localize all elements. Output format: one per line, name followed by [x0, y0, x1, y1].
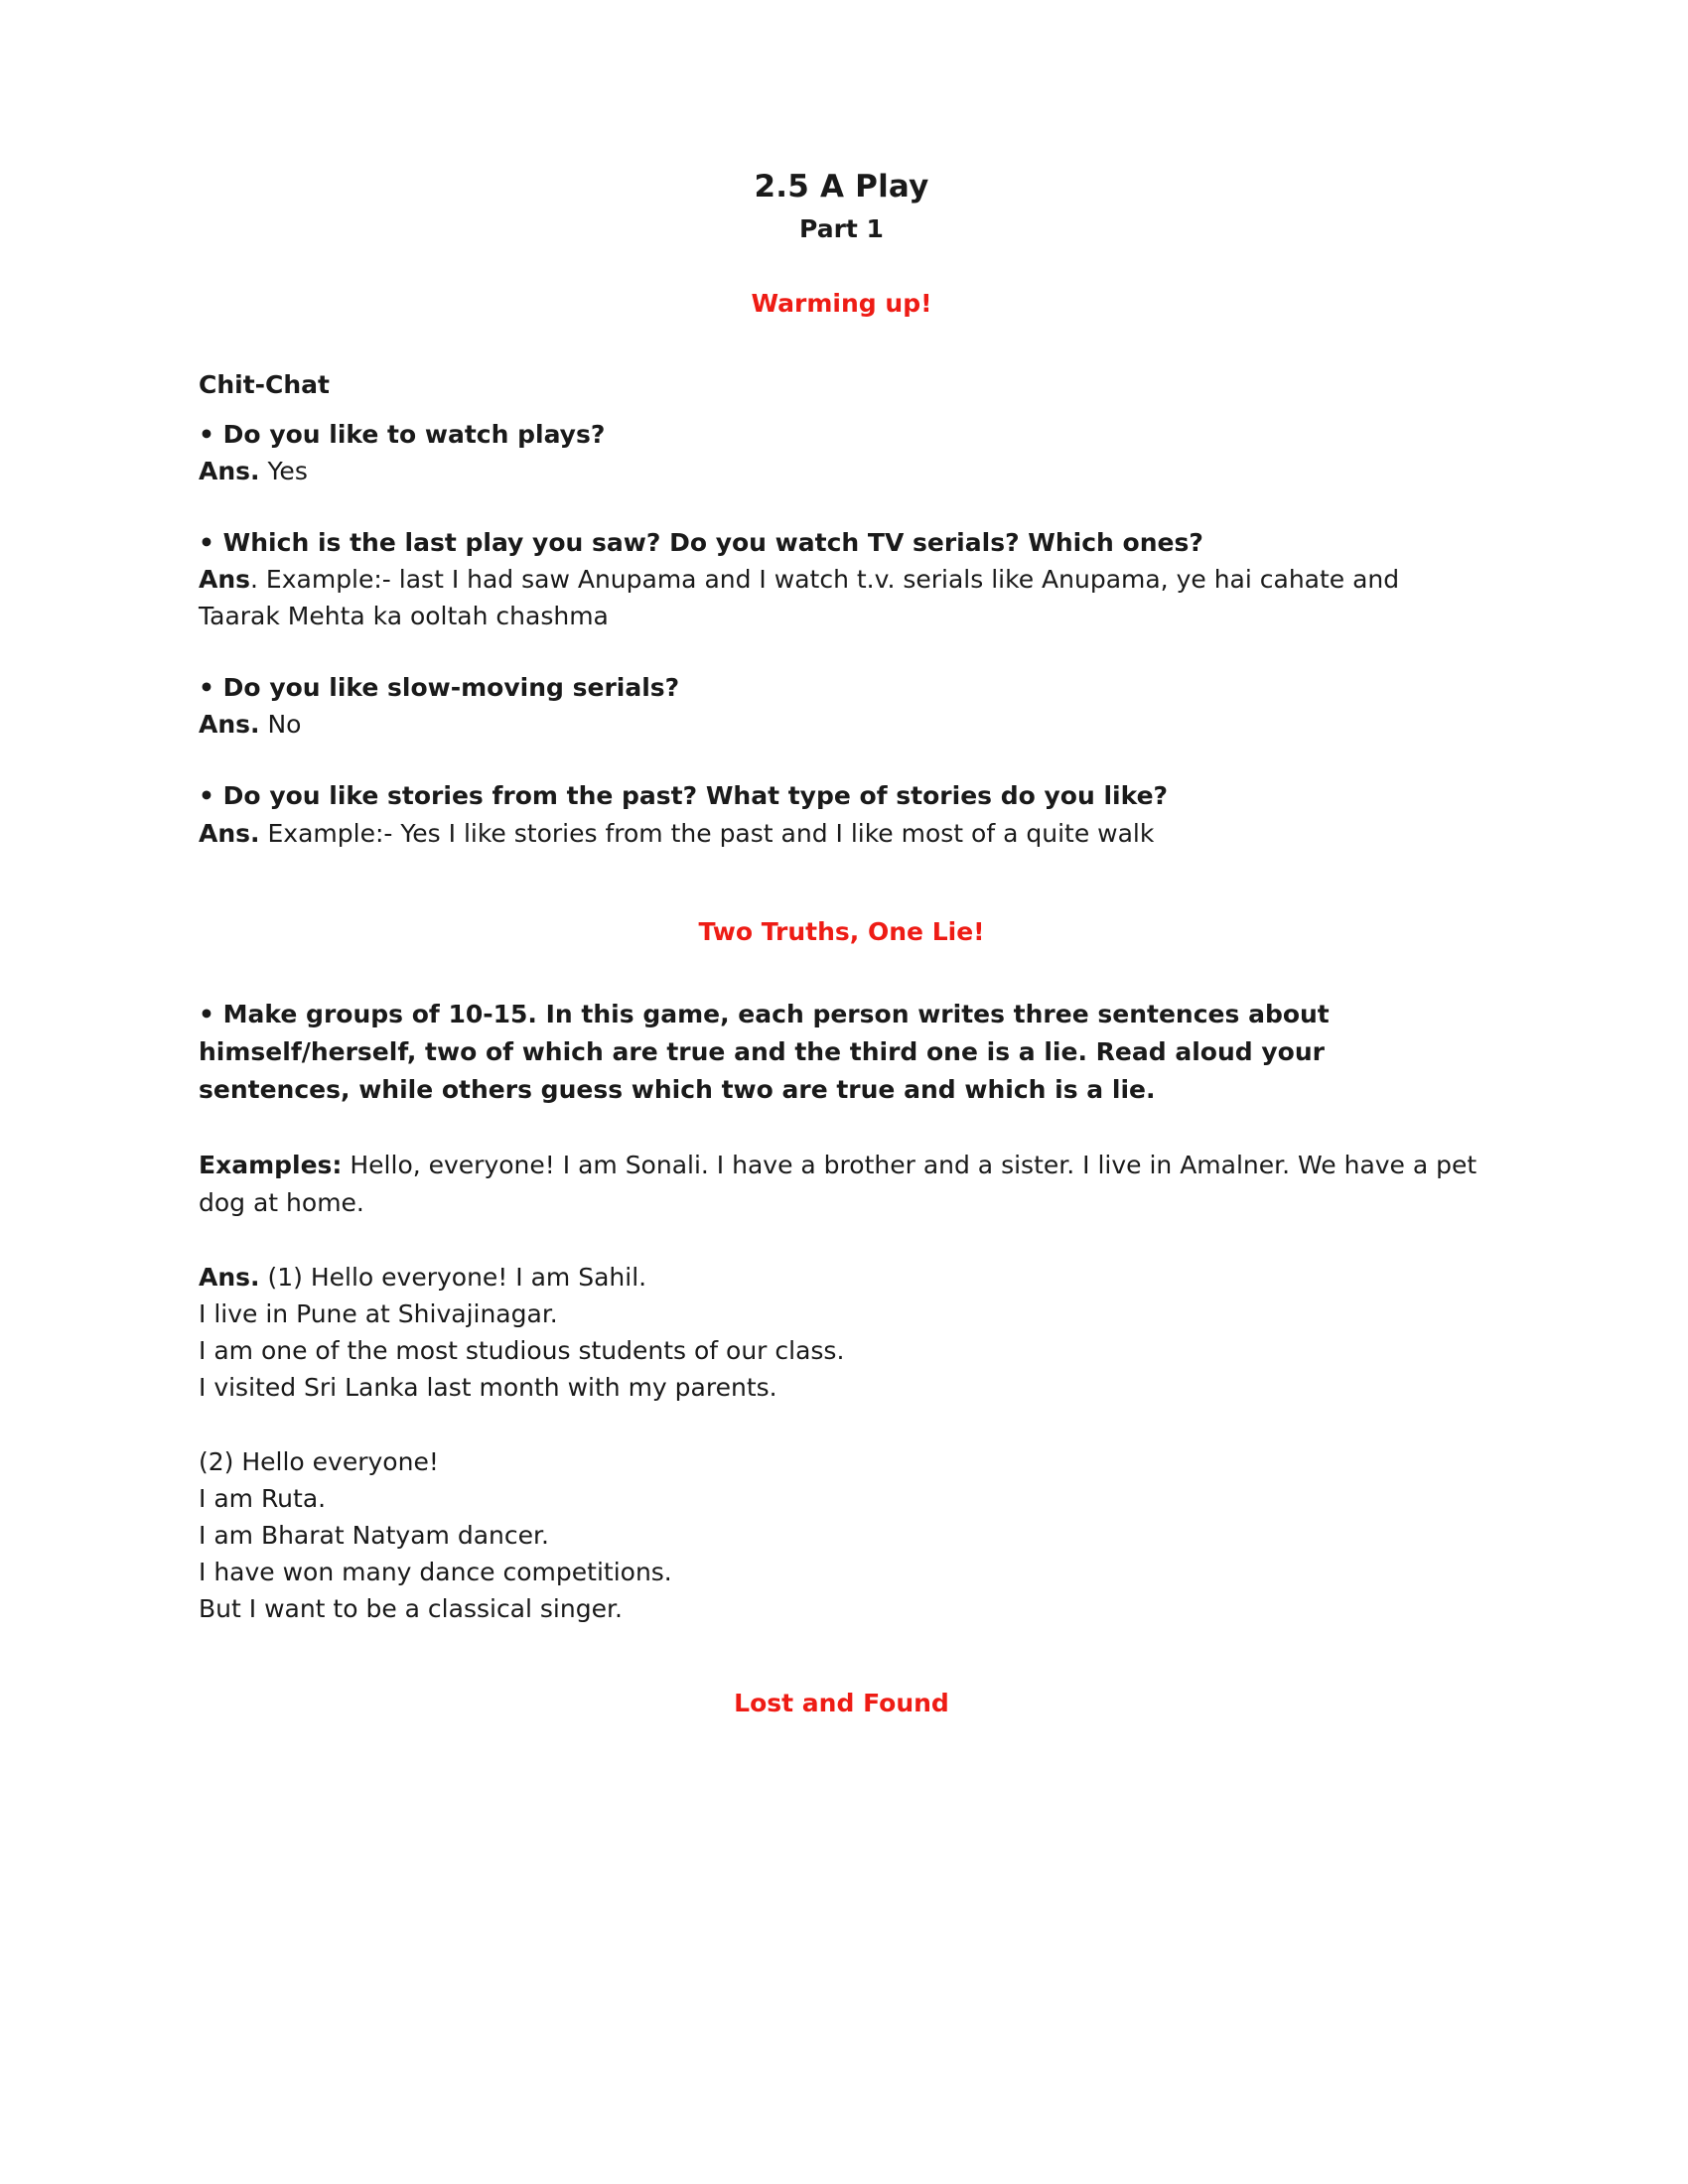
answer-one-line: I am one of the most studious students of our class. — [199, 1336, 845, 1366]
answer-text — [199, 561, 1484, 634]
answer-body: Example:- Yes I like stories from the past and I like most of a quite walk — [267, 818, 1155, 848]
qa-item — [199, 417, 1484, 489]
answer-body: Yes — [267, 456, 308, 485]
section-heading-two-truths: Two Truths, One Lie! — [698, 916, 985, 946]
qa-item — [199, 778, 1484, 851]
question-text: • Do you like stories from the past? What type of stories do you like? — [199, 781, 1169, 811]
answer-body: No — [267, 710, 302, 740]
section-heading-warming-up: Warming up! — [751, 289, 932, 318]
chit-chat-label: Chit-Chat — [199, 370, 331, 399]
page-title: 2.5 A Play — [754, 169, 929, 205]
two-truths-task: • Make groups of 10-15. In this game, each person writes three sentences about himself/herself, two of which are true and the third one is a lie. Read aloud your sentences, while others guess which two are true and which is a lie. — [199, 999, 1330, 1104]
answer-one-line: I visited Sri Lanka last month with my parents. — [199, 1373, 777, 1403]
answer-label: Ans — [199, 565, 251, 594]
answer-label: Ans. — [199, 818, 260, 848]
qa-item — [199, 670, 1484, 743]
examples-text: Hello, everyone! I am Sonali. I have a brother and a sister. I live in Amalner. We have a pet dog at home. — [199, 1151, 1477, 1217]
page-subtitle: Part 1 — [799, 214, 884, 243]
question-text: • Do you like to watch plays? — [199, 419, 606, 449]
answer-label: Ans. — [199, 456, 260, 485]
answer-text — [199, 706, 1484, 743]
answer-two-line: I have won many dance competitions. — [199, 1558, 672, 1587]
answer-one-line — [199, 1259, 1484, 1296]
answer-one-line: I live in Pune at Shivajinagar. — [199, 1299, 558, 1329]
answer-label: Ans. — [199, 1263, 260, 1293]
qa-item — [199, 525, 1484, 634]
examples-label: Examples: — [199, 1151, 343, 1180]
answer-two-line: (2) Hello everyone! — [199, 1447, 439, 1477]
answer-two-line: I am Ruta. — [199, 1484, 327, 1514]
answer-body: . Example:- last I had saw Anupama and I watch t.v. serials like Anupama, ye hai cahate and Taarak Mehta ka ooltah chashma — [199, 565, 1400, 630]
answer-two-block — [199, 1443, 1484, 1627]
answer-one-block — [199, 1259, 1484, 1406]
answer-text — [199, 815, 1484, 852]
answer-two-line: I am Bharat Natyam dancer. — [199, 1521, 549, 1551]
answer-label: Ans. — [199, 710, 260, 740]
examples-paragraph — [199, 1147, 1484, 1221]
answer-one-text: (1) Hello everyone! I am Sahil. — [259, 1263, 647, 1293]
answer-two-line: But I want to be a classical singer. — [199, 1594, 623, 1624]
section-heading-lost-and-found: Lost and Found — [734, 1689, 949, 1718]
answer-text — [199, 453, 1484, 489]
question-text: • Do you like slow-moving serials? — [199, 673, 680, 702]
question-text: • Which is the last play you saw? Do you watch TV serials? Which ones? — [199, 527, 1203, 557]
